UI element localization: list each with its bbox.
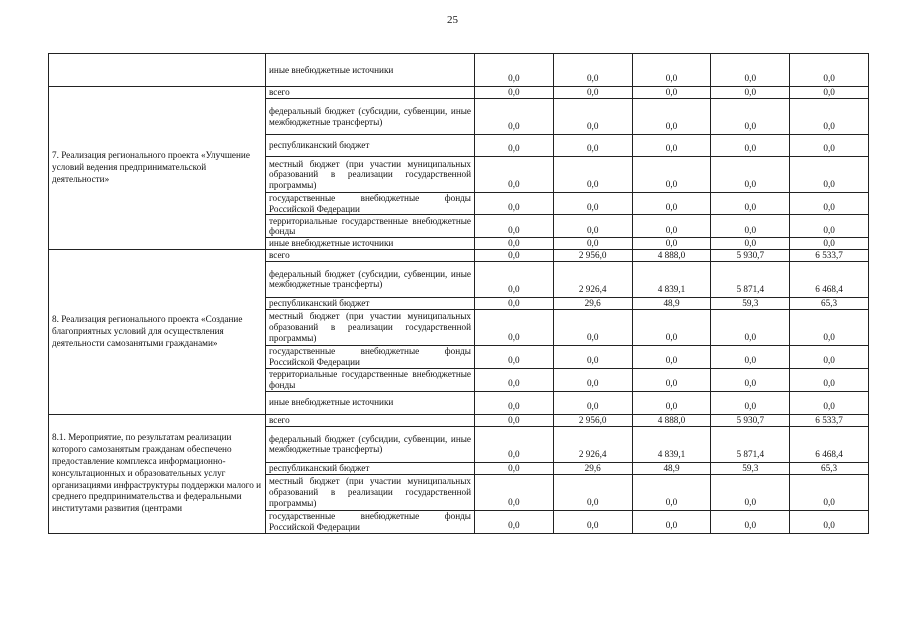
amount-cell: 0,0 [475,414,554,426]
amount-cell: 0,0 [475,309,554,345]
amount-cell: 0,0 [632,99,711,135]
amount-cell: 0,0 [790,135,869,157]
amount-cell: 0,0 [711,157,790,193]
funding-source-cell: местный бюджет (при участии муниципальных образований в реализации государственной программы) [266,474,475,510]
amount-cell: 0,0 [632,54,711,87]
amount-cell: 0,0 [711,99,790,135]
amount-cell: 0,0 [475,249,554,261]
activity-name-cell: 7. Реализация регионального проекта «Улучшение условий ведения предпринимательской деятельности» [49,87,266,250]
amount-cell: 0,0 [475,215,554,238]
amount-cell: 4 888,0 [632,249,711,261]
amount-cell: 5 930,7 [711,414,790,426]
amount-cell: 0,0 [475,462,554,474]
amount-cell: 0,0 [632,474,711,510]
amount-cell: 0,0 [790,510,869,533]
funding-source-cell: всего [266,414,475,426]
amount-cell: 0,0 [475,87,554,99]
amount-cell: 0,0 [475,261,554,297]
table-row [49,87,869,99]
activity-name-cell: 8. Реализация регионального проекта «Создание благоприятных условий для осуществления деятельности самозанятыми гражданами» [49,249,266,414]
funding-source-cell: федеральный бюджет (субсидии, субвенции, иные межбюджетные трансферты) [266,261,475,297]
amount-cell: 5 930,7 [711,249,790,261]
amount-cell: 0,0 [632,238,711,250]
funding-source-cell: республиканский бюджет [266,297,475,309]
amount-cell: 0,0 [790,99,869,135]
amount-cell: 4 839,1 [632,261,711,297]
funding-source-cell: республиканский бюджет [266,135,475,157]
amount-cell: 0,0 [711,368,790,391]
amount-cell: 0,0 [632,135,711,157]
amount-cell: 0,0 [553,391,632,414]
amount-cell: 0,0 [553,510,632,533]
amount-cell: 29,6 [553,297,632,309]
amount-cell: 0,0 [475,99,554,135]
amount-cell: 5 871,4 [711,426,790,462]
table-row [49,249,869,261]
amount-cell: 0,0 [711,193,790,215]
amount-cell: 65,3 [790,297,869,309]
amount-cell: 0,0 [711,135,790,157]
amount-cell: 2 926,4 [553,261,632,297]
amount-cell: 59,3 [711,297,790,309]
amount-cell: 29,6 [553,462,632,474]
activity-name-cell [49,54,266,87]
amount-cell: 0,0 [475,157,554,193]
amount-cell: 0,0 [711,474,790,510]
activity-name-cell: 8.1. Мероприятие, по результатам реализации которого самозанятым гражданам обеспечено предоставление комплекса информационно-консультационных и образовательных услуг организациями инфраструктуры поддержки малого и среднего предпринимательства и федеральными институтами развития (центрами [49,414,266,533]
amount-cell: 5 871,4 [711,261,790,297]
amount-cell: 0,0 [632,368,711,391]
funding-table [48,53,869,534]
amount-cell: 0,0 [632,391,711,414]
amount-cell: 0,0 [632,87,711,99]
amount-cell: 0,0 [711,238,790,250]
amount-cell: 0,0 [790,345,869,368]
amount-cell: 0,0 [790,368,869,391]
funding-source-cell: всего [266,249,475,261]
amount-cell: 65,3 [790,462,869,474]
amount-cell: 0,0 [790,157,869,193]
amount-cell: 0,0 [790,193,869,215]
funding-source-cell: республиканский бюджет [266,462,475,474]
amount-cell: 0,0 [711,510,790,533]
amount-cell: 0,0 [632,157,711,193]
amount-cell: 0,0 [553,309,632,345]
amount-cell: 6 533,7 [790,414,869,426]
funding-source-cell: иные внебюджетные источники [266,238,475,250]
amount-cell: 0,0 [711,391,790,414]
amount-cell: 59,3 [711,462,790,474]
funding-source-cell: местный бюджет (при участии муниципальных образований в реализации государственной программы) [266,157,475,193]
funding-source-cell: государственные внебюджетные фонды Российской Федерации [266,193,475,215]
amount-cell: 6 533,7 [790,249,869,261]
amount-cell: 2 926,4 [553,426,632,462]
amount-cell: 0,0 [790,54,869,87]
amount-cell: 0,0 [553,135,632,157]
amount-cell: 0,0 [553,157,632,193]
amount-cell: 0,0 [711,215,790,238]
funding-source-cell: территориальные государственные внебюджетные фонды [266,368,475,391]
amount-cell: 0,0 [711,309,790,345]
amount-cell: 48,9 [632,297,711,309]
amount-cell: 0,0 [553,238,632,250]
funding-source-cell: федеральный бюджет (субсидии, субвенции, иные межбюджетные трансферты) [266,426,475,462]
amount-cell: 0,0 [475,193,554,215]
amount-cell: 0,0 [475,297,554,309]
amount-cell: 0,0 [475,345,554,368]
amount-cell: 0,0 [711,345,790,368]
amount-cell: 0,0 [475,368,554,391]
amount-cell: 48,9 [632,462,711,474]
amount-cell: 0,0 [553,345,632,368]
amount-cell: 0,0 [632,510,711,533]
amount-cell: 0,0 [553,474,632,510]
amount-cell: 0,0 [553,54,632,87]
amount-cell: 0,0 [475,391,554,414]
amount-cell: 0,0 [475,135,554,157]
amount-cell: 0,0 [790,215,869,238]
amount-cell: 6 468,4 [790,426,869,462]
amount-cell: 0,0 [553,368,632,391]
amount-cell: 0,0 [632,345,711,368]
funding-source-cell: местный бюджет (при участии муниципальных образований в реализации государственной программы) [266,309,475,345]
amount-cell: 4 839,1 [632,426,711,462]
funding-source-cell: территориальные государственные внебюджетные фонды [266,215,475,238]
amount-cell: 0,0 [790,238,869,250]
amount-cell: 0,0 [553,99,632,135]
amount-cell: 2 956,0 [553,249,632,261]
amount-cell: 0,0 [475,474,554,510]
amount-cell: 0,0 [632,309,711,345]
amount-cell: 0,0 [711,54,790,87]
amount-cell: 0,0 [790,309,869,345]
amount-cell: 0,0 [790,87,869,99]
amount-cell: 0,0 [632,215,711,238]
amount-cell: 0,0 [790,474,869,510]
funding-source-cell: государственные внебюджетные фонды Российской Федерации [266,510,475,533]
amount-cell: 0,0 [475,426,554,462]
amount-cell: 0,0 [475,510,554,533]
funding-source-cell: иные внебюджетные источники [266,391,475,414]
funding-source-cell: всего [266,87,475,99]
table-row [49,54,869,87]
amount-cell: 2 956,0 [553,414,632,426]
amount-cell: 0,0 [553,87,632,99]
amount-cell: 0,0 [553,193,632,215]
amount-cell: 0,0 [475,238,554,250]
amount-cell: 0,0 [790,391,869,414]
amount-cell: 0,0 [632,193,711,215]
funding-source-cell: государственные внебюджетные фонды Российской Федерации [266,345,475,368]
funding-source-cell: иные внебюджетные источники [266,54,475,87]
funding-source-cell: федеральный бюджет (субсидии, субвенции, иные межбюджетные трансферты) [266,99,475,135]
table-row [49,414,869,426]
amount-cell: 4 888,0 [632,414,711,426]
amount-cell: 0,0 [711,87,790,99]
amount-cell: 0,0 [475,54,554,87]
page-number: 25 [447,14,458,26]
amount-cell: 0,0 [553,215,632,238]
amount-cell: 6 468,4 [790,261,869,297]
